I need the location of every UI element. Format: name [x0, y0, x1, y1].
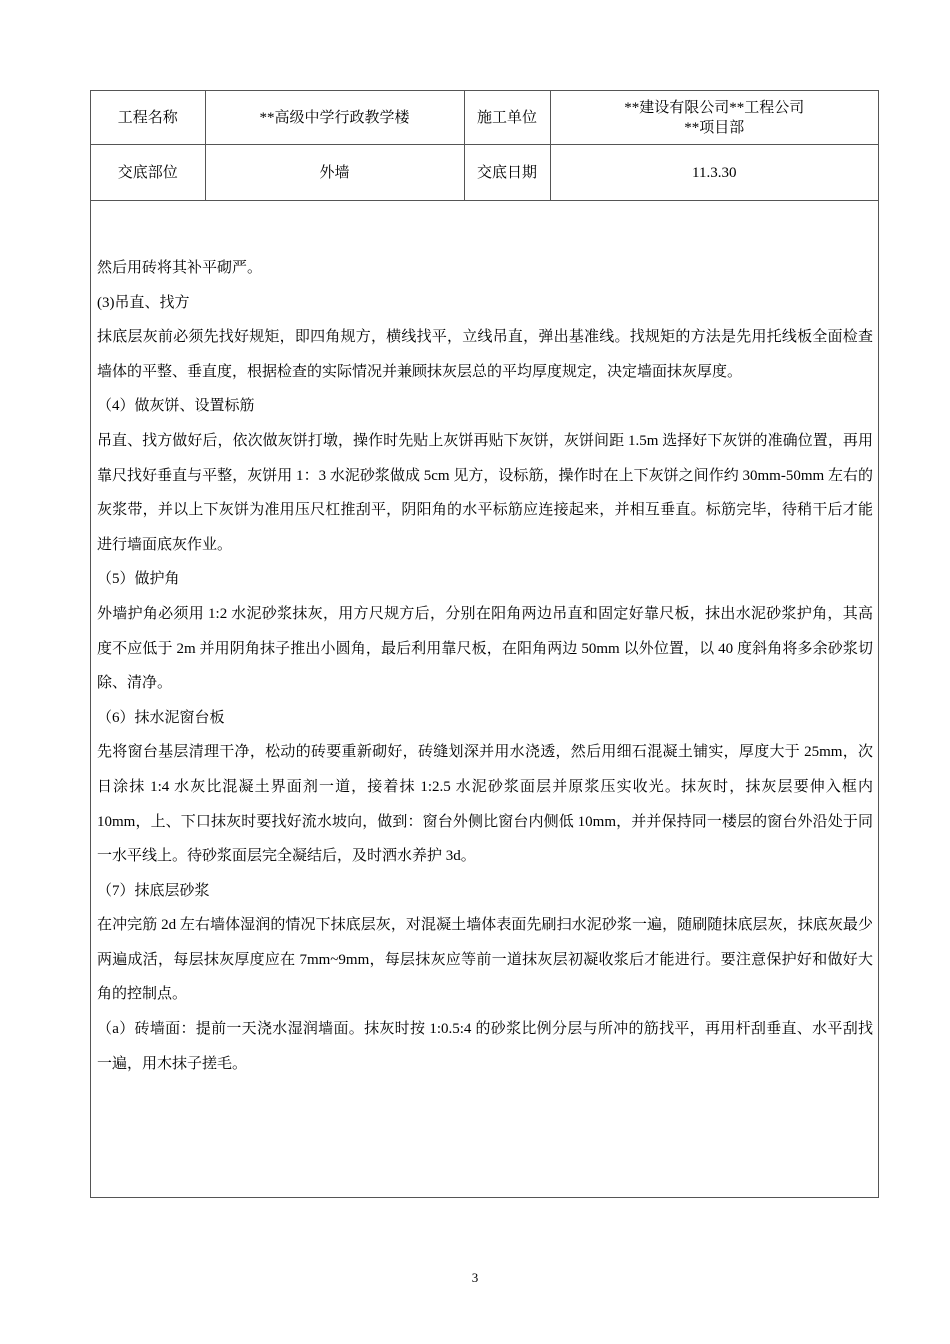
paragraph: 在冲完筋 2d 左右墙体湿润的情况下抹底层灰，对混凝土墙体表面先刷扫水泥砂浆一遍，随刷随抹底层灰，抹底灰最少两遍成活，每层抹灰厚度应在 7mm~9mm，每层抹灰应等前一道抹灰层初凝收浆后才能进行。要注意保护好和做好大角的控制点。	[97, 917, 873, 1003]
date-label: 交底日期	[464, 145, 550, 201]
header-table	[91, 91, 878, 201]
location-value: 外墙	[205, 145, 464, 201]
paragraph: （a）砖墙面：提前一天浇水湿润墙面。抹灰时按 1:0.5:4 的砂浆比例分层与所冲的筋找平，再用杆刮垂直、水平刮找一遍，用木抹子搓毛。	[97, 1021, 873, 1072]
paragraph: 吊直、找方做好后，依次做灰饼打墩，操作时先贴上灰饼再贴下灰饼，灰饼间距 1.5m 选择好下灰饼的准确位置，再用靠尺找好垂直与平整，灰饼用 1：3 水泥砂浆做成 5cm 见方，设标筋，操作时在上下灰饼之间作约 30mm-50mm 左右的灰浆带，并以上下灰饼为准用压尺杠推刮平，阴阳角的水平标筋应连接起来，并相互垂直。标筋完毕，待稍干后才能进行墙面底灰作业。	[97, 432, 873, 553]
contractor-label: 施工单位	[464, 91, 550, 145]
page-number: 3	[471, 1270, 479, 1285]
section-heading: (3)吊直、找方	[97, 294, 190, 311]
contractor-value-line1: **建设有限公司**工程公司	[624, 99, 805, 116]
section-heading: （5）做护角	[97, 571, 180, 588]
section-heading: （7）抹底层砂浆	[97, 882, 210, 899]
date-value: 11.3.30	[550, 145, 878, 201]
contractor-value	[550, 91, 878, 145]
paragraph: 抹底层灰前必须先找好规矩，即四角规方，横线找平，立线吊直，弹出基准线。找规矩的方法是先用托线板全面检查墙体的平整、垂直度，根据检查的实际情况并兼顾抹灰层总的平均厚度规定，决定墙面抹灰厚度。	[97, 329, 873, 380]
section-heading: （4）做灰饼、设置标筋	[97, 398, 255, 415]
paragraph: 然后用砖将其补平砌严。	[97, 260, 263, 276]
paragraph: 外墙护角必须用 1:2 水泥砂浆抹灰，用方尺规方后，分别在阳角两边吊直和固定好靠尺板，抹出水泥砂浆护角，其高度不应低于 2m 并用阴角抹子推出小圆角，最后利用靠尺板，在阳角两边 50mm 以外位置，以 40 度斜角将多余砂浆切除、清净。	[97, 605, 873, 692]
paragraph: 先将窗台基层清理干净，松动的砖要重新砌好，砖缝划深并用水浇透，然后用细石混凝土铺实，厚度大于 25mm，次日涂抹 1:4 水灰比混凝土界面剂一道，接着抹 1:2.5 水泥砂浆面层并原浆压实收光。抹灰时，抹灰层要伸入框内 10mm，上、下口抹灰时要找好流水坡向，做到：窗台外侧比窗台内侧低 10mm，并并保持同一楼层的窗台外沿处于同一水平线上。待砂浆面层完全凝结后，及时洒水养护 3d。	[97, 744, 873, 865]
location-label: 交底部位	[91, 145, 205, 201]
project-name-value: **高级中学行政教学楼	[205, 91, 464, 145]
header-row-location	[91, 145, 878, 201]
header-row-project	[91, 91, 878, 145]
disclosure-form	[90, 90, 879, 1198]
disclosure-body	[97, 251, 873, 1081]
contractor-value-line2: **项目部	[684, 119, 745, 136]
section-heading: （6）抹水泥窗台板	[97, 709, 225, 726]
project-name-label: 工程名称	[91, 91, 205, 145]
